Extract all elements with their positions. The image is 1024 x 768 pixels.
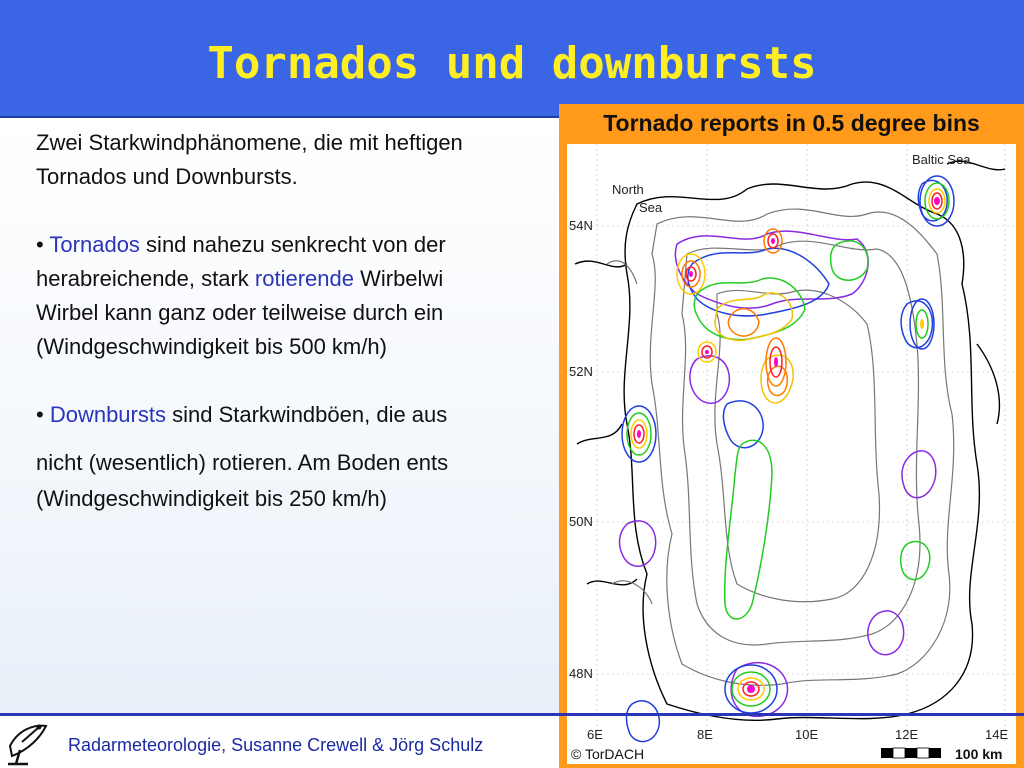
paragraph-2-line-3: Wirbel kann ganz oder teilweise durch ein (36, 300, 444, 325)
hotspot-center (766, 338, 786, 386)
keyword-downbursts: Downbursts (49, 402, 166, 427)
tornado-map-figure (559, 104, 1024, 768)
lon-14-label: 14E (985, 727, 1009, 742)
country-borders (575, 161, 1005, 720)
north-sea-label-2: Sea (639, 200, 663, 215)
map-area (567, 144, 1016, 764)
bullet: • (36, 402, 44, 427)
paragraph-1-line-1: Zwei Starkwindphänomene, die mit heftigen (36, 130, 463, 155)
hotspot-east (910, 299, 934, 349)
radar-dish-icon (4, 716, 50, 766)
lat-54-label: 54N (569, 218, 593, 233)
lat-48-label: 48N (569, 666, 593, 681)
map-grid (567, 144, 1016, 744)
hotspot-south (725, 665, 777, 713)
paragraph-2-line-2-post: Wirbelwi (353, 266, 444, 291)
lon-6-label: 6E (587, 727, 603, 742)
copyright-label: © TorDACH (571, 746, 645, 762)
bullet: • (36, 232, 44, 257)
lat-52-label: 52N (569, 364, 593, 379)
slide-title: Tornados und downbursts (207, 38, 817, 89)
lon-12-label: 12E (895, 727, 919, 742)
lon-8-label: 8E (697, 727, 713, 742)
gray-contours (607, 209, 954, 685)
map-title: Tornado reports in 0.5 degree bins (603, 110, 980, 136)
hotspot-west (622, 406, 656, 462)
tornado-contour-map (567, 144, 1016, 764)
green-contours (694, 241, 930, 619)
purple-contours (620, 231, 936, 716)
paragraph-1-line-2: Tornados und Downbursts. (36, 164, 298, 189)
scale-label: 100 km (955, 746, 1003, 762)
hotspot-baltic (920, 176, 954, 226)
paragraph-2-line-2 (36, 262, 576, 296)
title-bar (0, 0, 1024, 118)
paragraph-2-line-1-text: sind nahezu senkrecht von der (139, 232, 446, 257)
footer-credit: Radarmeteorologie, Susanne Crewell & Jörg Schulz (68, 735, 484, 755)
keyword-rotierende: rotierende (254, 266, 354, 291)
lon-10-label: 10E (795, 727, 819, 742)
footer-divider (0, 713, 1024, 716)
paragraph-3-line-3: (Windgeschwindigkeit bis 250 km/h) (36, 486, 387, 511)
yellow-contours (715, 293, 793, 403)
lat-50-label: 50N (569, 514, 593, 529)
paragraph-3-line-2: nicht (wesentlich) rotieren. Am Boden ents (36, 450, 449, 475)
keyword-tornados: Tornados (49, 232, 140, 257)
paragraph-2-line-2-pre: herabreichende, stark (36, 266, 255, 291)
baltic-sea-label: Baltic Sea (912, 152, 971, 167)
scale-bar (881, 748, 941, 758)
paragraph-2-line-1 (36, 228, 576, 262)
paragraph-2-line-4: (Windgeschwindigkeit bis 500 km/h) (36, 334, 387, 359)
paragraph-3-line-1 (36, 398, 576, 432)
north-sea-label-1: North (612, 182, 644, 197)
paragraph-3-line-1-text: sind Starkwindböen, die aus (165, 402, 448, 427)
blue-contours (626, 180, 947, 741)
orange-contours (728, 309, 787, 396)
